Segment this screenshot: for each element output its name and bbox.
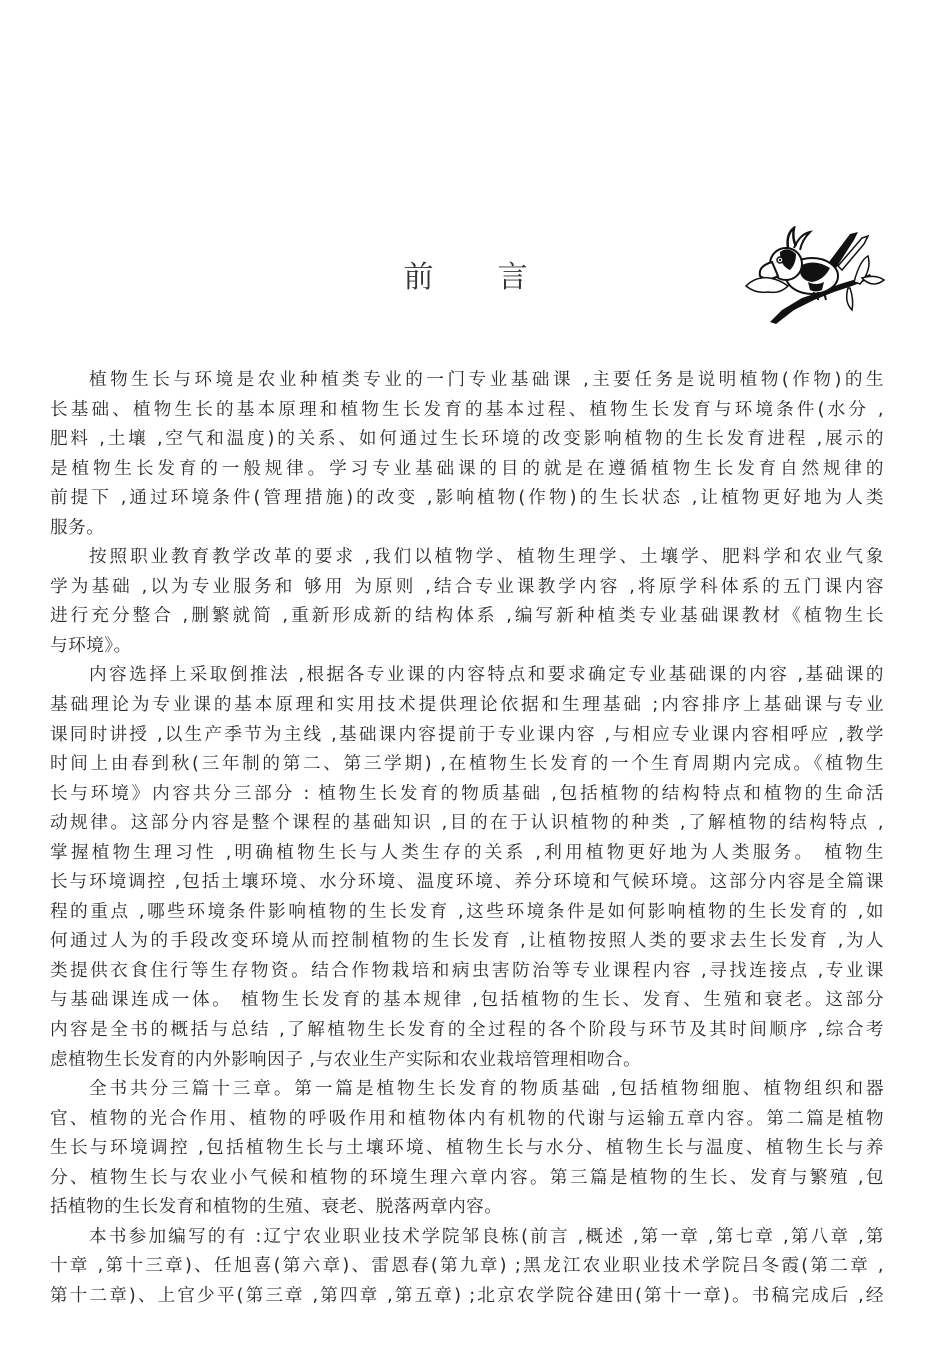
title-char-1: 前 xyxy=(403,260,434,295)
text-line: 掌握植物生理习性 ,明确植物生长与人类生存的关系 ,利用植物更好地为人类服务。 植物生 xyxy=(50,842,884,863)
text-line: 程的重点 ,哪些环境条件影响植物的生长发育 ,这些环境条件是如何影响植物的生长发育的 ,如 xyxy=(50,901,884,922)
paragraph-5 xyxy=(50,1223,884,1312)
text-line: 长与环境》内容共分三部分 : 植物生长发育的物质基础 ,包括植物的结构特点和植物的生命活 xyxy=(50,783,884,804)
text-line: 第十二章)、上官少平(第三章 ,第四章 ,第五章) ;北京农学院谷建田(第十一章)。书稿完成后 ,经 xyxy=(50,1285,884,1306)
text-line: 与环境》。 xyxy=(50,635,132,656)
preface-body xyxy=(50,366,884,1312)
text-line: 生长与环境调控 ,包括植物生长与土壤环境、植物生长与水分、植物生长与温度、植物生长与养 xyxy=(50,1138,884,1159)
paragraph-4 xyxy=(50,1075,884,1223)
text-line: 是植物生长发育的一般规律。学习专业基础课的目的就是在遵循植物生长发育自然规律的 xyxy=(50,458,884,479)
text-line: 官、植物的光合作用、植物的呼吸作用和植物体内有机物的代谢与运输五章内容。第二篇是植物 xyxy=(50,1108,884,1129)
text-line: 与基础课连成一体。 植物生长发育的基本规律 ,包括植物的生长、发育、生殖和衰老。这部分 xyxy=(50,990,884,1011)
text-line: 肥料 ,土壤 ,空气和温度)的关系、如何通过生长环境的改变影响植物的生长发育进程 ,展示的 xyxy=(50,429,884,450)
text-line: 本书参加编写的有 :辽宁农业职业技术学院邹良栋(前言 ,概述 ,第一章 ,第七章 ,第八章 ,第 xyxy=(89,1226,884,1247)
text-line: 虑植物生长发育的内外影响因子 ,与农业生产实际和农业栽培管理相吻合。 xyxy=(50,1049,642,1070)
paragraph-1 xyxy=(50,366,884,543)
text-line: 何通过人为的手段改变环境从而控制植物的生长发育 ,让植物按照人类的要求去生长发育 ,为人 xyxy=(50,931,884,952)
bird-on-branch-icon xyxy=(742,226,888,326)
text-line: 进行充分整合 ,删繁就简 ,重新形成新的结构体系 ,编写新种植类专业基础课教材《植物生长 xyxy=(50,606,884,627)
text-line: 植物生长与环境是农业种植类专业的一门专业基础课 ,主要任务是说明植物(作物)的生 xyxy=(89,370,884,390)
text-line: 课同时讲授 ,以生产季节为主线 ,基础课内容提前于专业课内容 ,与相应专业课内容相呼应 ,教学 xyxy=(50,724,884,745)
text-line: 时间上由春到秋(三年制的第二、第三学期) ,在植物生长发育的一个生育周期内完成。《植物生 xyxy=(50,754,884,775)
title-char-2: 言 xyxy=(497,260,528,295)
text-line: 动规律。这部分内容是整个课程的基础知识 ,目的在于认识植物的种类 ,了解植物的结构特点 , xyxy=(50,813,884,834)
text-line: 分、植物生长与农业小气候和植物的环境生理六章内容。第三篇是植物的生长、发育与繁殖 ,包 xyxy=(50,1167,884,1188)
paragraph-2 xyxy=(50,543,884,661)
text-line: 按照职业教育教学改革的要求 ,我们以植物学、植物生理学、土壤学、肥料学和农业气象 xyxy=(89,547,884,568)
text-line: 内容选择上采取倒推法 ,根据各专业课的内容特点和要求确定专业基础课的内容 ,基础课的 xyxy=(89,665,884,686)
text-line: 服务。 xyxy=(50,517,105,538)
text-line: 括植物的生长发育和植物的生殖、衰老、脱落两章内容。 xyxy=(50,1197,503,1218)
text-line: 学为基础 ,以为专业服务和 够用 为原则 ,结合专业课教学内容 ,将原学科体系的五门课内容 xyxy=(50,576,884,597)
text-line: 基础理论为专业课的基本原理和实用技术提供理论依据和生理基础 ;内容排序上基础课与专业 xyxy=(50,695,884,716)
paragraph-3 xyxy=(50,661,884,1075)
text-line: 内容是全书的概括与总结 ,了解植物生长发育的全过程的各个阶段与环节及其时间顺序 ,综合考 xyxy=(50,1020,884,1041)
text-line: 全书共分三篇十三章。第一篇是植物生长发育的物质基础 ,包括植物细胞、植物组织和器 xyxy=(89,1079,884,1100)
text-line: 长基础、植物生长的基本原理和植物生长发育的基本过程、植物生长发育与环境条件(水分 , xyxy=(50,399,884,420)
text-line: 十章 ,第十三章)、任旭喜(第六章)、雷恩春(第九章) ;黑龙江农业职业技术学院吕冬霞(第二章 , xyxy=(50,1256,884,1277)
text-line: 类提供衣食住行等生存物资。结合作物栽培和病虫害防治等专业课程内容 ,寻找连接点 ,专业课 xyxy=(50,960,884,981)
text-line: 长与环境调控 ,包括土壤环境、水分环境、温度环境、养分环境和气候环境。这部分内容是全篇课 xyxy=(50,872,884,893)
text-line: 前提下 ,通过环境条件(管理措施)的改变 ,影响植物(作物)的生长状态 ,让植物更好地为人类 xyxy=(50,488,884,509)
